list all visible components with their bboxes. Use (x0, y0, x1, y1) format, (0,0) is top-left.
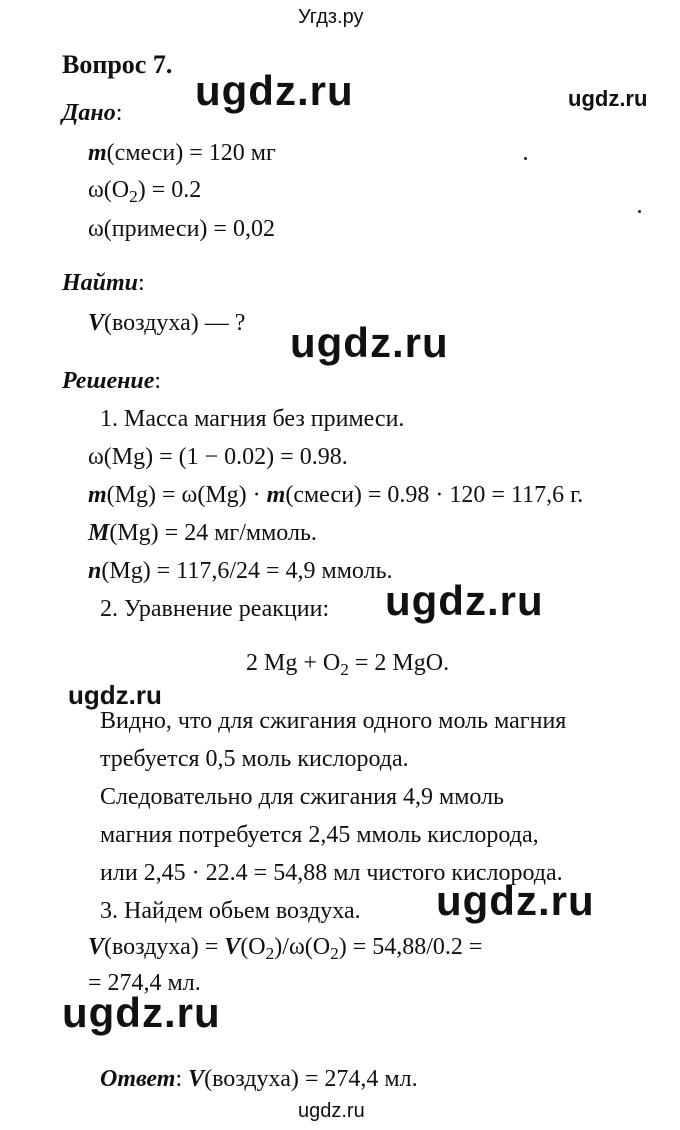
header-site-label: Угдз.ру (298, 6, 364, 28)
step1-line: 1. Масса магния без примеси. (100, 406, 405, 432)
watermark: ugdz.ru (62, 989, 221, 1036)
step3-line: 3. Найдем обьем воздуха. (100, 898, 361, 924)
watermark: ugdz.ru (436, 877, 595, 924)
question-title: Вопрос 7. (62, 50, 173, 79)
find-line: V(воздуха) — ? (88, 310, 246, 336)
find-heading: Найти: (62, 270, 145, 296)
watermark: ugdz.ru (385, 577, 544, 624)
reaction-equation: 2 $Mg + O_2 = 2$ MgO. (246, 650, 450, 679)
stray-dot (524, 157, 527, 160)
footer-site-label: ugdz.ru (298, 1100, 365, 1122)
explanation-line-4: магния потребуется 2,45 ммоль кислорода, (100, 822, 539, 848)
air-volume-line-1: V(воздуха) = $V(O_2)/\omega(O_2) = 54,88/0.2$ = (88, 934, 483, 963)
watermark: ugdz.ru (68, 680, 162, 710)
w-mg-line: ω(Mg) = (1 − 0.02) = 0.98. (88, 444, 348, 470)
watermark: ugdz.ru (195, 67, 354, 114)
solution-heading: Решение: (62, 368, 162, 394)
given-mass-line: m(смеси) = 120 мг (88, 140, 276, 166)
molar-mass-line: M(Mg) = 24 мг/ммоль. (88, 520, 317, 546)
m-mg-line: m(Mg) = ω(Mg) · m(смеси) = 0.98 · 120 = 117,6 г. (88, 482, 584, 508)
watermark: ugdz.ru (290, 319, 449, 366)
explanation-line-5: или 2,45 · 22.4 = 54,88 мл чистого кислорода. (100, 860, 563, 886)
stray-dot (638, 210, 641, 213)
n-mg-line: n(Mg) = 117,6/24 = 4,9 ммоль. (88, 558, 393, 584)
given-w-impurity-line: ω(примеси) = 0,02 (88, 216, 275, 242)
step2-line: 2. Уравнение реакции: (100, 596, 330, 622)
answer-line: Ответ: V(воздуха) = 274,4 мл. (100, 1066, 418, 1092)
air-volume-line-2: = 274,4 мл. (88, 970, 201, 996)
given-heading: Дано: (62, 100, 123, 126)
explanation-line-3: Следовательно для сжигания 4,9 ммоль (100, 784, 504, 810)
explanation-line-1: Видно, что для сжигания одного моль магния (100, 708, 567, 734)
watermark: ugdz.ru (568, 86, 648, 111)
explanation-line-2: требуется 0,5 моль кислорода. (100, 746, 409, 772)
given-w-o2-line: $\omega(O_2) = 0.2$ (88, 177, 202, 206)
